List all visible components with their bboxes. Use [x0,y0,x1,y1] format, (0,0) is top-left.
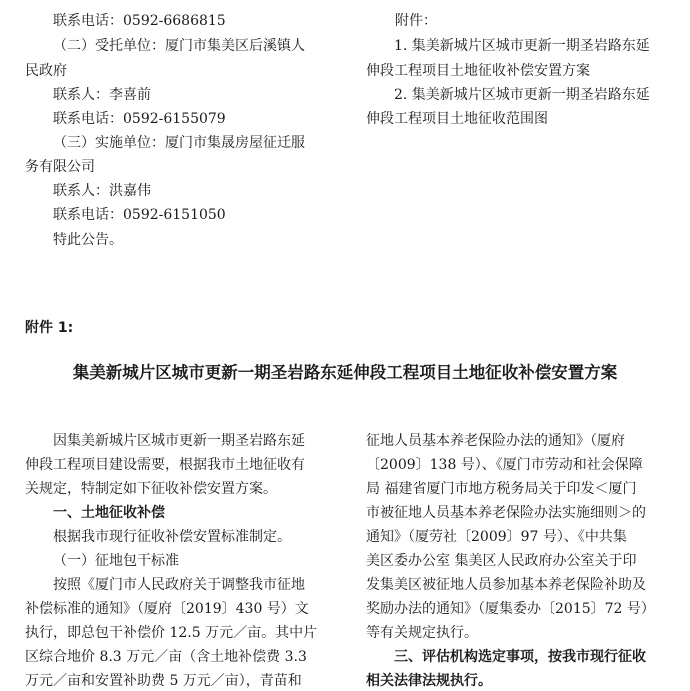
subsection-heading-package-standard: （一）征地包干标准 [53,553,179,569]
entrusted-unit-line-cont: 民政府 [25,63,67,79]
body-paragraph-line: 按照《厦门市人民政府关于调整我市征地 [53,577,305,593]
section-heading-appraisal: 三、评估机构选定事项，按我市现行征收 [394,649,646,665]
implementing-unit-line: （三）实施单位：厦门市集晟房屋征迁服 [53,135,305,151]
implementing-unit-line-cont: 务有限公司 [25,159,95,175]
attachment-item-2: 2. 集美新城片区城市更新一期圣岩路东延 [394,87,650,103]
body-paragraph-line: 发集美区被征地人员参加基本养老保险补助及 [366,577,646,593]
contact-phone-2: 联系电话：0592-6155079 [53,111,226,127]
body-paragraph-line: 关规定，特制定如下征收补偿安置方案。 [25,481,277,497]
body-paragraph-line: 市被征地人员基本养老保险办法实施细则＞的 [366,505,646,521]
body-paragraph-line: 征地人员基本养老保险办法的通知》（厦府 [366,433,625,449]
contact-person-2: 联系人：李喜前 [53,87,151,103]
body-paragraph-line: 等有关规定执行。 [366,625,478,641]
body-paragraph-line: 根据我市现行征收补偿安置标准制定。 [53,529,291,545]
contact-phone-1: 联系电话：0592-6686815 [53,13,226,29]
body-paragraph-line: 奖励办法的通知》（厦集委办〔2015〕72 号） [366,601,655,617]
entrusted-unit-line: （二）受托单位：厦门市集美区后溪镇人 [53,38,305,54]
body-paragraph-line: 通知》（厦劳社〔2009〕97 号）、《中共集 [366,529,627,545]
body-paragraph-line: 因集美新城片区城市更新一期圣岩路东延 [53,433,305,449]
announcement-closing: 特此公告。 [53,232,123,248]
section-heading-land-compensation: 一、土地征收补偿 [53,505,165,521]
body-paragraph-line: 区综合地价 8.3 万元／亩（含土地补偿费 3.3 [25,649,307,665]
body-paragraph-line: 局 福建省厦门市地方税务局关于印发＜厦门 [366,481,637,497]
attachment-1-label: 附件 1: [25,320,74,336]
body-paragraph-line: 执行，即总包干补偿价 12.5 万元／亩。其中片 [25,625,318,641]
document-title: 集美新城片区城市更新一期圣岩路东延伸段工程项目土地征收补偿安置方案 [72,363,618,382]
contact-person-3: 联系人：洪嘉伟 [53,183,151,199]
body-paragraph-line: 美区委办公室 集美区人民政府办公室关于印 [366,553,637,569]
section-heading-appraisal-cont: 相关法律法规执行。 [366,673,492,689]
body-paragraph-line: 万元／亩和安置补助费 5 万元／亩），青苗和 [25,673,302,689]
attachment-item-1-cont: 伸段工程项目土地征收补偿安置方案 [366,63,590,79]
attachments-heading: 附件： [395,13,437,29]
body-paragraph-line: 补偿标准的通知》（厦府〔2019〕430 号）文 [25,601,309,617]
attachment-item-2-cont: 伸段工程项目土地征收范围图 [366,111,548,127]
body-paragraph-line: 伸段工程项目建设需要，根据我市土地征收有 [25,457,305,473]
attachment-item-1: 1. 集美新城片区城市更新一期圣岩路东延 [394,38,650,54]
body-paragraph-line: 〔2009〕138 号）、《厦门市劳动和社会保障 [366,457,643,473]
contact-phone-3: 联系电话：0592-6151050 [53,207,226,223]
